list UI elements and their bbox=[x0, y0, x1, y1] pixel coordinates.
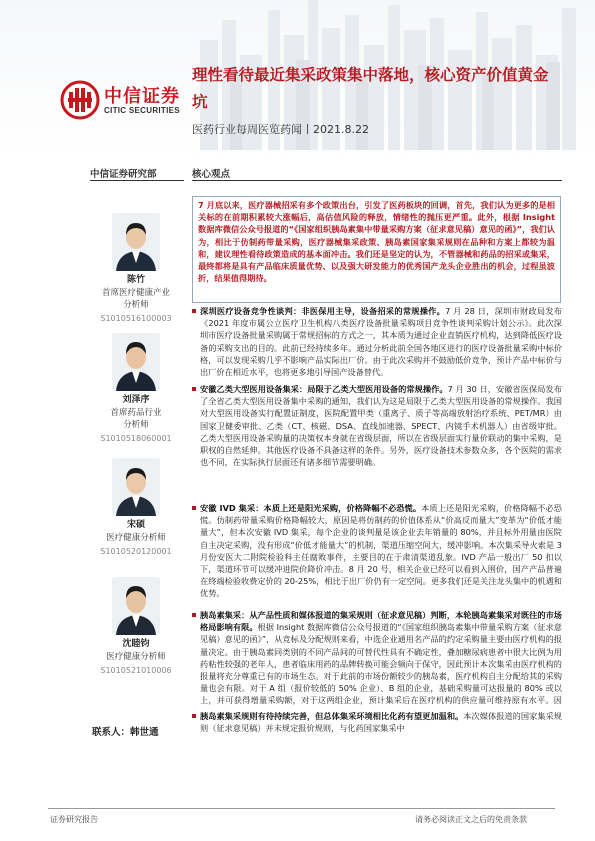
person-icon bbox=[112, 458, 160, 516]
analyst-card bbox=[90, 577, 182, 677]
bullet-square-icon bbox=[192, 506, 196, 510]
key-point-heading: 安徽 IVD 集采：本质上还是阳光采购，价格降幅不必恐慌。 bbox=[200, 503, 422, 513]
analyst-card bbox=[90, 458, 182, 558]
key-point-heading: 胰岛素集采：从产品性质和媒体报道的集采规则（征求意见稿）判断，本轮胰岛素集采对既往的市场格局影响有限。 bbox=[200, 610, 562, 633]
key-points-list bbox=[192, 303, 562, 736]
analyst-license-id: S1010521010006 bbox=[100, 666, 172, 675]
analyst-card bbox=[90, 213, 182, 325]
analyst-name: 宋硕 bbox=[126, 520, 145, 530]
analyst-card bbox=[90, 333, 182, 445]
key-point bbox=[192, 502, 562, 607]
person-icon bbox=[112, 333, 160, 391]
footer-report-type: 证券研究报告 bbox=[50, 815, 98, 824]
contact-person bbox=[92, 724, 159, 738]
research-dept-heading: 中信证券研究部 bbox=[90, 169, 157, 180]
key-point-body: 本次媒体报道的国家集采规则（征求意见稿）并未规定报价规则，与化药国家集采中 bbox=[200, 711, 562, 734]
analyst-photo bbox=[112, 458, 160, 516]
citic-logo bbox=[60, 80, 190, 120]
report-title: 理性看待最近集采政策集中落地，核心资产价值黄金坑 bbox=[192, 66, 549, 111]
analyst-photo bbox=[112, 577, 160, 635]
analyst-role: 首席药品行业 bbox=[110, 408, 162, 418]
analyst-name: 陈竹 bbox=[126, 275, 145, 285]
analyst-role: 医疗健康分析师 bbox=[106, 652, 166, 662]
key-point-heading: 胰岛素集采规则有待持续完善，但总体集采环境相比化药有望更加温和。 bbox=[200, 711, 464, 721]
analyst-name: 刘泽序 bbox=[122, 395, 150, 405]
subtitle-divider bbox=[307, 124, 308, 134]
analyst-license-id: S1010520120001 bbox=[100, 547, 172, 556]
person-icon bbox=[112, 577, 160, 635]
key-point-body: 根据 Insight 数据库微信公众号报道的“《国家组织胰岛素集中带量采购方案（征求意见稿）意见的函》”，从竞标及分配规则来看，中选企业通用名产品的约定采购量主要由医疗机构的报量决定。由于胰岛素同类别的不同产品间的可替代性具有不确定性，叠加糖尿病患者中很大比例为用药粘性较强的老年人，患者临床用药的品牌转换可能会频向于保守，因此预计本次集采由医疗机构的报量将充分尊重已有的市场生态。对于此前的市场份额较少的胰岛素，医疗机构自主分配给其的采购量也会有限。对于 A 组（报价较低的 50% 企业）、B 组的企业，基础采购量可达报量的 80% 或以上，并可获得增量采购额，对于这两组企业，预计集采后在医疗机构的供应量可维持原有水平。因 bbox=[200, 622, 562, 706]
logo-english-text: CITIC SECURITIES bbox=[104, 106, 180, 115]
person-icon bbox=[112, 213, 160, 271]
report-header bbox=[0, 0, 595, 160]
contact-label: 联系人： bbox=[92, 727, 131, 738]
key-point bbox=[192, 305, 562, 381]
analyst-role-line2: 分析师 bbox=[123, 420, 149, 430]
analyst-name: 沈睦钧 bbox=[122, 639, 150, 649]
right-heading-rule bbox=[192, 180, 562, 181]
key-point bbox=[192, 383, 562, 500]
bullet-square-icon bbox=[192, 714, 196, 718]
bullet-square-icon bbox=[192, 613, 196, 617]
analyst-role: 首席医疗健康产业 bbox=[101, 288, 170, 298]
key-point-body: 7 月 30 日，安徽省医保局发布了全省乙类大型医用设备集中采购的通知，我们认为这是局限于乙类大型医用设备的常规操作。我国对大型医用设备实行配置证制度，医院配置甲类（重离子、质子等高端放射治疗系统、PET/MR）由国家卫健委审批、乙类（CT、核磁、DSA、直线加速器、SPECT、内镜手术机器人）由省级审批。乙类大型医用设备采购量的决策权本身就在省级层面，所以在省级层面实行量价联动的集中采购，是职权的自然延伸。其他医疗设备不具备这样的条件。另外，医疗设备技术参数众多，各个医院的需求也不同，在实际执行层面还有诸多细节需要明确。 bbox=[200, 384, 562, 468]
footer-disclaimer-note: 请务必阅读正文之后的免责条款 bbox=[415, 815, 527, 824]
left-heading-rule bbox=[90, 180, 184, 181]
analyst-role: 医疗健康分析师 bbox=[106, 533, 166, 543]
key-point bbox=[192, 609, 562, 708]
analyst-license-id: S1010516100003 bbox=[100, 314, 172, 323]
footer-rule bbox=[48, 808, 555, 809]
key-point-heading: 深圳医疗设备竞争性谈判：非医保用主导，设备招采的常规操作。 bbox=[200, 306, 446, 316]
bullet-square-icon bbox=[192, 309, 196, 313]
analyst-role-line2: 分析师 bbox=[123, 300, 149, 310]
report-series: 医药行业每周医览药闻 bbox=[192, 123, 302, 136]
key-point bbox=[192, 710, 562, 736]
analyst-photo bbox=[112, 333, 160, 391]
citic-logo-icon bbox=[60, 80, 100, 120]
core-view-summary: 7 月底以来，医疗器械招采有多个政策出台，引发了医药板块的回调，首先，我们认为更多的是相关标的在前期积累较大涨幅后，高估值风险的释放，情绪性的抛压更严重。此外，根据 Insight 数据库微信公众号报道的“《国家组织胰岛素集中带量采购方案（征求意见稿）意见的函》”，我们认为，相比于仿制药带量采购，医疗器械集采政策、胰岛素国家集采规则在品种和方案上都较为温和，建议理性看待政策造成的基本面冲击。我们还是坚定的认为，不管器械和药品的招采或集采，最终都将是具有产品临床质量优势、以及强大研发能力的优秀国产龙头企业胜出的机会，过程虽波折，结果值得期待。 bbox=[192, 196, 561, 303]
key-point-heading: 安徽乙类大型医用设备集采：局限于乙类大型医用设备的常规操作。 bbox=[200, 384, 448, 394]
contact-name: 韩世通 bbox=[130, 727, 159, 738]
bullet-square-icon bbox=[192, 387, 196, 391]
logo-chinese-text: 中信证券 bbox=[104, 86, 180, 107]
key-point-body: 7 月 28 日，深圳市财政局发布《2021 年度市属公立医疗卫生机构八类医疗设备批量采购项目竞争性谈判采购计划公示》。此次深圳市医疗设备批量采购属于常规招标的方式之一，其本质为通过企业直销医疗机构，达到降低医疗设备的采购支出的目的。此前已经持续多年。通过分析此前全国各地区进行的医疗设备批量采购中标价格，可以发现采购几乎不影响产品实际出厂价。由于此次采购并不鼓励低价竞争，预计产品中标价与出厂价在相近水平，也将更多地引导国产设备替代。 bbox=[200, 306, 562, 378]
analyst-license-id: S1010518060001 bbox=[100, 434, 172, 443]
report-date: 2021.8.22 bbox=[313, 123, 369, 136]
report-subtitle bbox=[192, 121, 369, 137]
core-views-heading: 核心观点 bbox=[192, 169, 231, 180]
analyst-photo bbox=[112, 213, 160, 271]
key-point-body: 本质上还是阳光采购，价格降幅不必恐慌。仿制药带量采购价格降幅较大，原因是将仿制药的价值体系从“价高反而量大”变革为“价低才能量大”，但本次安徽 IVD 集采，每个企业的谈判量是该企业去年销量的 80%，并且标外用量由医院自主决定采购，没有形成“价低才能量大”的机制，渠道压缩空间大，缓冲影响。本次集采导火索是 3 月份安医大二附院检验科主任腐败事件，主要目的在于肃清渠道乱象。IVD 产品一般出厂 50 扣以下，渠道环节可以缓冲进院价降价冲击。8 月 20 号，相关企业已经可以看到入围价，国产产品普遍在终端检验收费定价的 20-25%，相比于出厂价仍有一定空间。更多我们还是关注龙头集中的机遇和优势。 bbox=[200, 503, 562, 599]
